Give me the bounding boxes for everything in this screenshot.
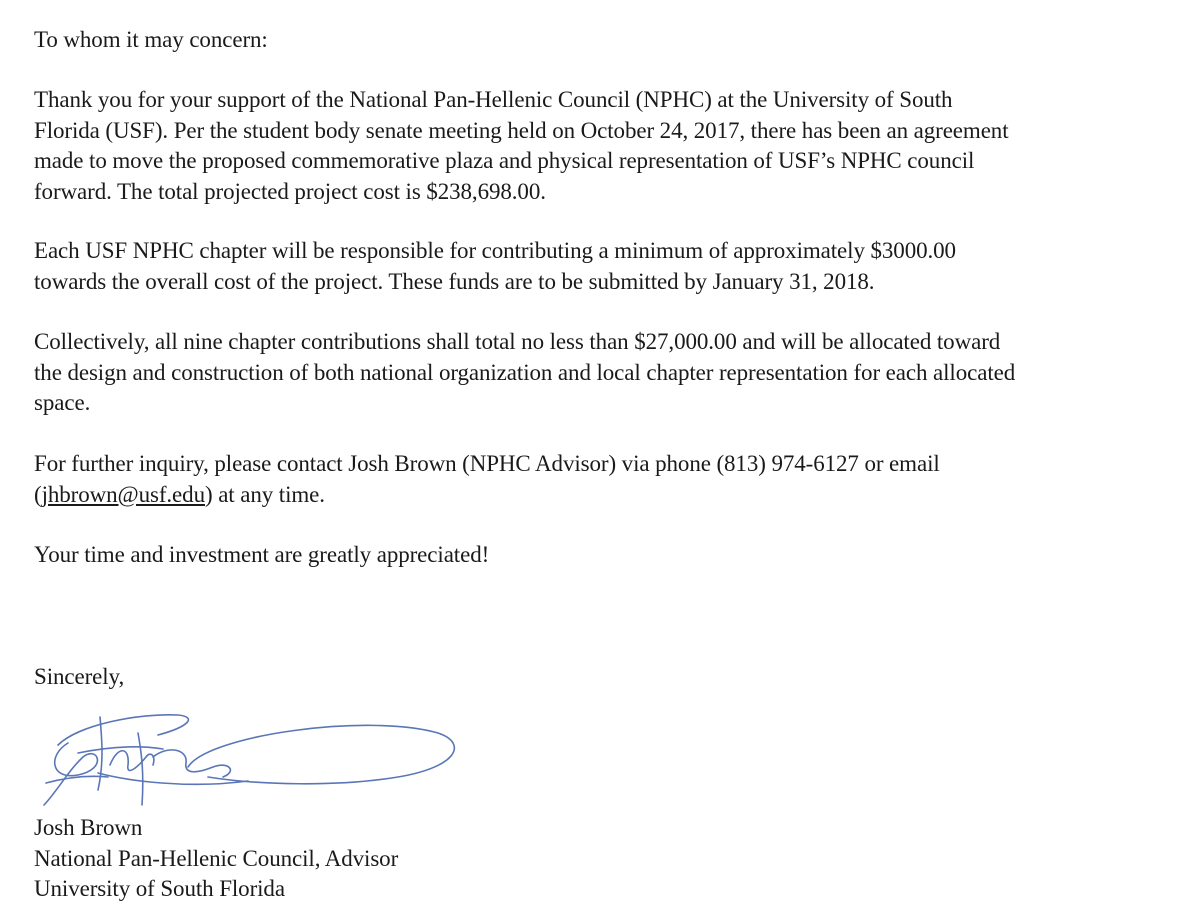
paragraph-contact bbox=[34, 449, 940, 510]
signature-block bbox=[34, 813, 398, 905]
signer-title: National Pan-Hellenic Council, Advisor bbox=[34, 845, 399, 871]
paragraph-line: towards the overall cost of the project. These funds are to be submitted by January 31, 2018. bbox=[34, 268, 875, 294]
paragraph-line: Florida (USF). Per the student body senate meeting held on October 24, 2017, there has been an agreement bbox=[34, 117, 1009, 143]
paragraph-line: the design and construction of both national organization and local chapter representation for each allocated bbox=[34, 359, 1016, 385]
paragraph-chapter-contribution bbox=[34, 236, 956, 297]
paragraph-line: Collectively, all nine chapter contributions shall total no less than $27,000.00 and will be allocated toward bbox=[34, 329, 1001, 354]
open-paren: ( bbox=[34, 481, 42, 507]
paragraph-line: made to move the proposed commemorative plaza and physical representation of USF’s NPHC council bbox=[34, 148, 975, 173]
paragraph-line: Thank you for your support of the National Pan-Hellenic Council (NPHC) at the University of South bbox=[34, 87, 953, 112]
signer-organization: University of South Florida bbox=[34, 876, 285, 901]
email-link[interactable]: jhbrown@usf.edu bbox=[41, 481, 205, 507]
closing-text: Sincerely, bbox=[34, 664, 125, 689]
paragraph-line bbox=[34, 480, 940, 511]
paragraph-line: Each USF NPHC chapter will be responsible for contributing a minimum of approximately $3000.00 bbox=[34, 238, 956, 263]
contact-line-rest: ) at any time. bbox=[204, 481, 325, 507]
paragraph-collective-total bbox=[34, 327, 1015, 419]
paragraph-line: space. bbox=[34, 390, 91, 415]
handwritten-signature bbox=[38, 705, 468, 820]
signer-name: Josh Brown bbox=[34, 815, 143, 840]
paragraph-line: forward. The total projected project cost is $238,698.00. bbox=[34, 178, 546, 204]
paragraph-line: For further inquiry, please contact Josh Brown (NPHC Advisor) via phone (813) 974-6127 or email bbox=[34, 451, 940, 476]
paragraph-support bbox=[34, 85, 1009, 207]
salutation-text: To whom it may concern: bbox=[34, 27, 268, 52]
salutation bbox=[34, 25, 268, 56]
paragraph-appreciation bbox=[34, 540, 489, 571]
closing bbox=[34, 662, 124, 693]
paragraph-line: Your time and investment are greatly appreciated! bbox=[34, 542, 490, 567]
